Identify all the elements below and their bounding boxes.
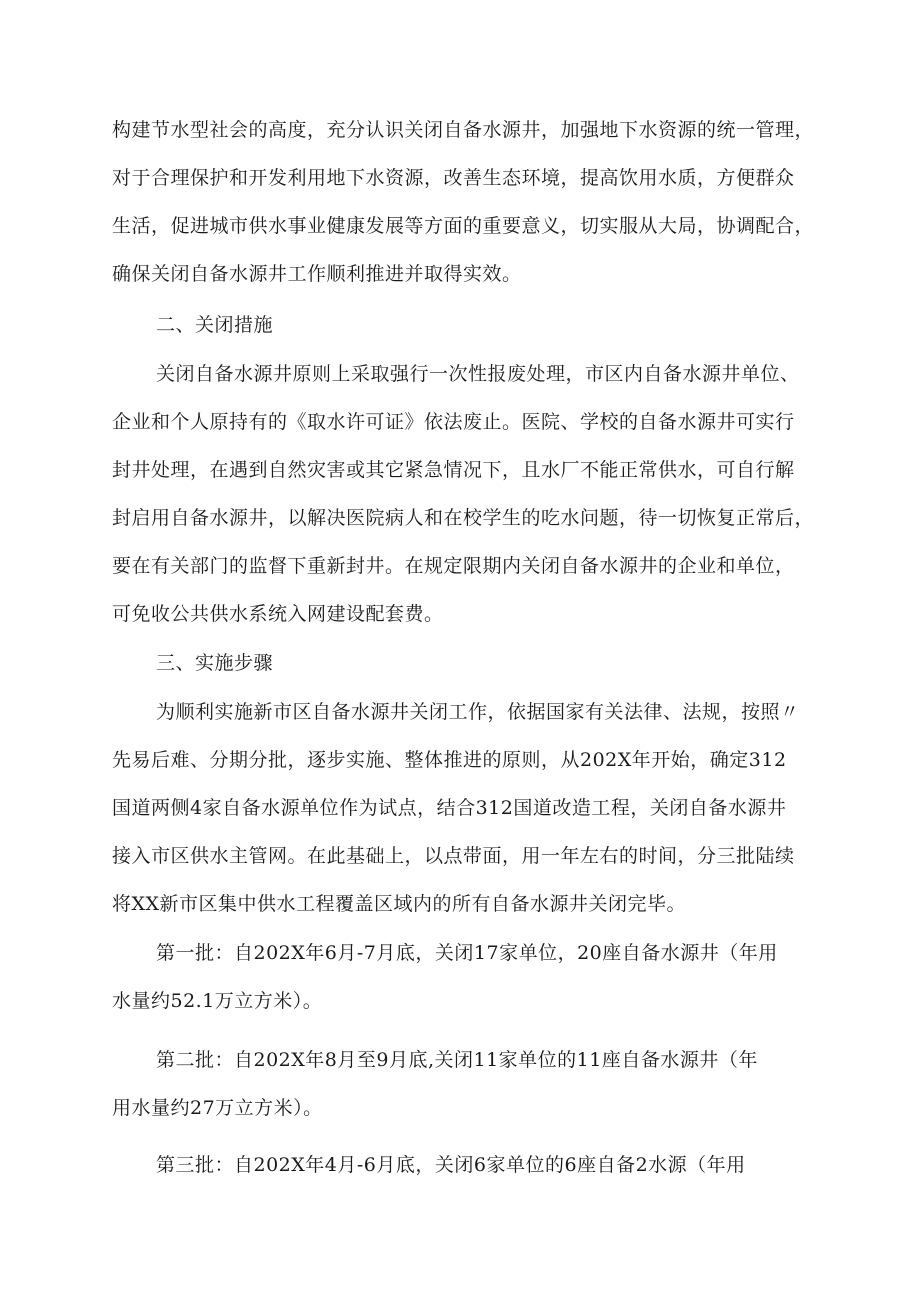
batch-text-line: 第一批：自202X年6月-7月底，关闭17家单位，20座自备水源井（年用 [156,942,778,964]
body-text-line: 接入市区供水主管网。在此基础上，以点带面，用一年左右的时间，分三批陆续 [112,845,795,867]
batch-text-line: 第二批：自202X年8月至9月底,关闭11家单位的11座自备水源井（年 [156,1049,758,1071]
body-text-line: 可免收公共供水系统入网建设配套费。 [112,603,444,625]
body-text-line: 关闭自备水源井原则上采取强行一次性报废处理，市区内自备水源井单位、 [156,363,800,385]
section-heading: 三、实施步骤 [156,652,274,674]
section-heading: 二、关闭措施 [156,314,274,336]
body-text-line: 封启用自备水源井，以解决医院病人和在校学生的吃水问题，待一切恢复正常后， [112,507,815,529]
batch-text-line: 第三批：自202X年4月-6月底，关闭6家单位的6座自备2水源（年用 [156,1154,746,1176]
body-text-line: 构建节水型社会的高度，充分认识关闭自备水源井，加强地下水资源的统一管理， [112,119,815,141]
body-text-line: 先易后难、分期分批，逐步实施、整体推进的原则，从202X年开始，确定312 [112,749,787,771]
batch-text-line: 用水量约27万立方米）。 [112,1097,323,1119]
body-text-line: 为顺利实施新市区自备水源井关闭工作，依据国家有关法律、法规，按照〃 [156,701,800,723]
body-text-line: 确保关闭自备水源井工作顺利推进并取得实效。 [112,263,522,285]
batch-text-line: 水量约52.1万立方米）。 [112,990,323,1012]
body-text-line: 生活，促进城市供水事业健康发展等方面的重要意义，切实服从大局，协调配合， [112,215,815,237]
body-text-line: 封井处理，在遇到自然灾害或其它紧急情况下，且水厂不能正常供水，可自行解 [112,459,795,481]
body-text-line: 企业和个人原持有的《取水许可证》依法废止。医院、学校的自备水源井可实行 [112,411,795,433]
body-text-line: 对于合理保护和开发利用地下水资源，改善生态环境，提高饮用水质，方便群众 [112,167,795,189]
body-text-line: 要在有关部门的监督下重新封井。在规定限期内关闭自备水源井的企业和单位， [112,555,795,577]
body-text-line: 国道两侧4家自备水源单位作为试点，结合312国道改造工程，关闭自备水源井 [112,797,787,819]
body-text-line: 将XX新市区集中供水工程覆盖区域内的所有自备水源井关闭完毕。 [112,893,687,915]
